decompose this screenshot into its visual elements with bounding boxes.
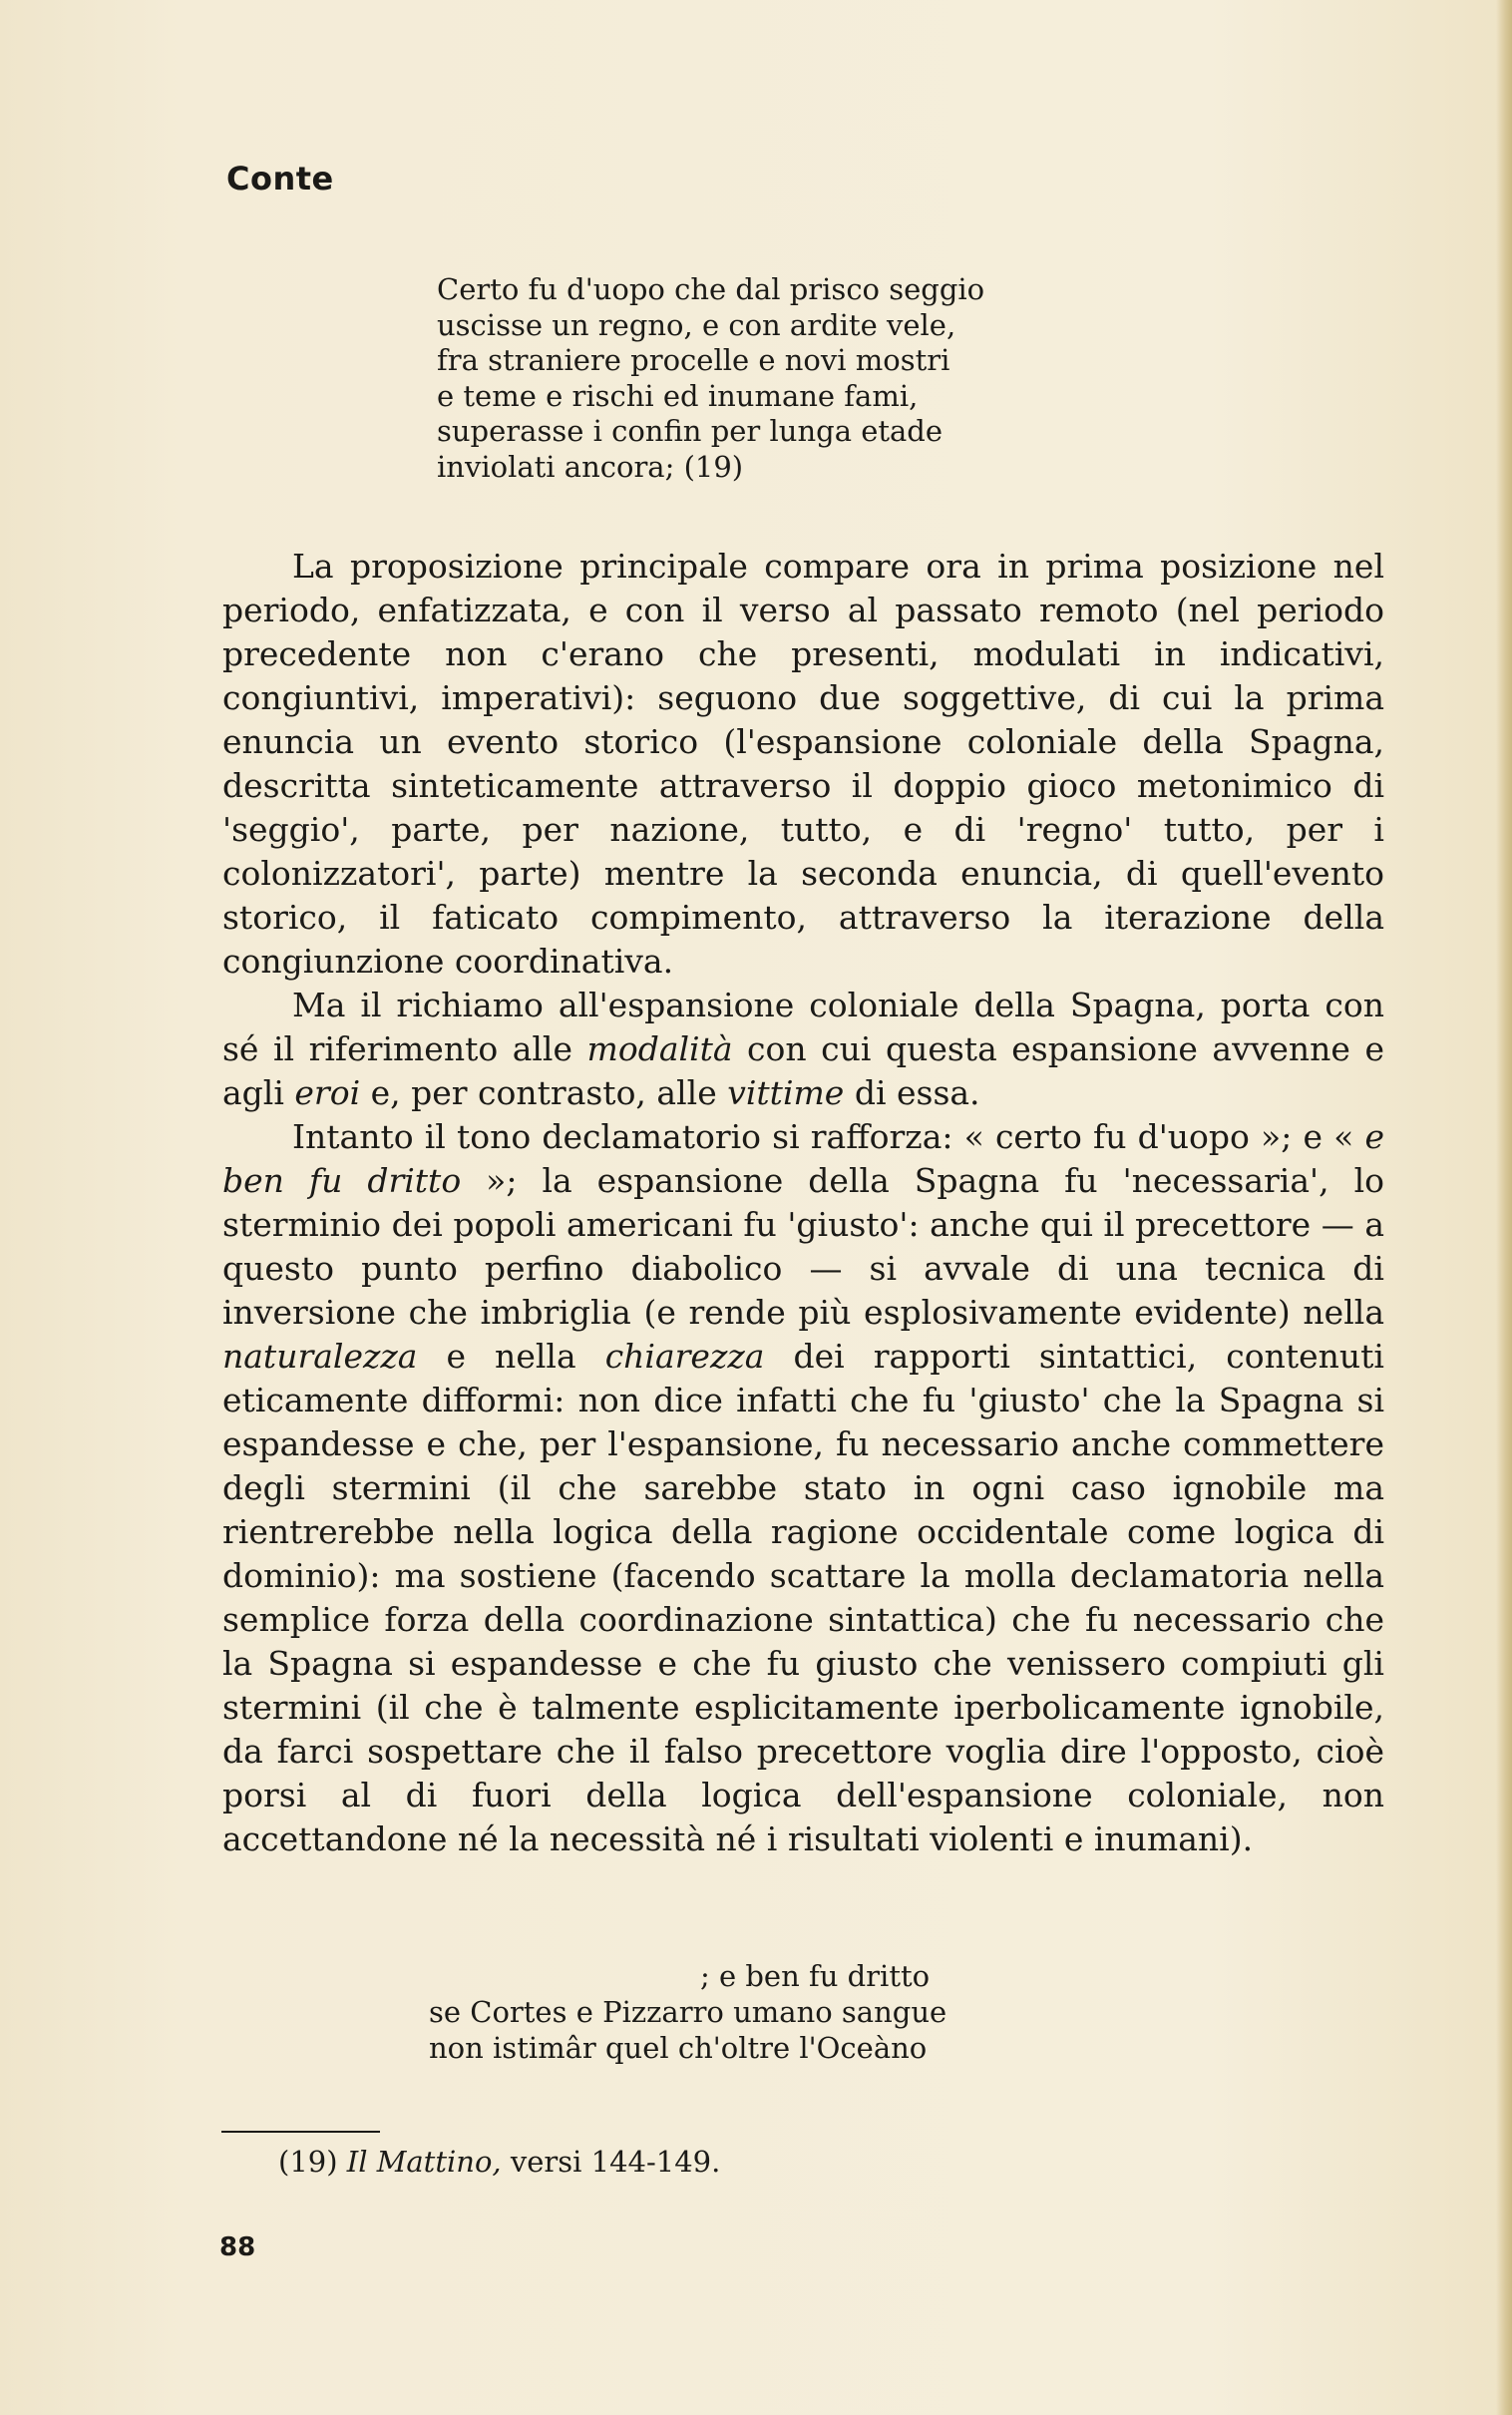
- footnote-marker: (19): [278, 2145, 338, 2179]
- verse-line: non istimâr quel ch'oltre l'Oceàno: [429, 2031, 928, 2065]
- page-number: 88: [219, 2232, 256, 2262]
- footnote-rule: [221, 2131, 380, 2133]
- italic-term: modalità: [586, 1029, 733, 1068]
- text-run: dei rapporti sintattici, contenuti eticamente difformi: non dice infatti che fu 'giusto' che la Spagna si espandesse e che, per l'espansione, fu necessario anche commettere degli stermini (il che sarebbe stato in ogni caso ignobile ma rientrerebbe nella logica della ragione occidentale come logica di dominio): ma sostiene (facendo scattare la molla declamatoria nella semplice forza della coordinazione sintattica) che fu necessario che la Spagna si espandesse e che fu giusto che venissero compiuti gli stermini (il che è talmente esplicitamente iperbolicamente ignobile, da farci sospettare che il falso precettore voglia dire l'opposto, cioè porsi al di fuori della logica dell'espansione coloniale, non accettandone né la necessità né i risultati violenti e inumani).: [222, 1337, 1384, 1858]
- text-run: con cui questa espansione avvenne e agli: [222, 1029, 1384, 1112]
- verse-line: e teme e rischi ed inumane fami,: [437, 378, 919, 413]
- running-header: Conte: [226, 160, 334, 198]
- verse-line: se Cortes e Pizzarro umano sangue: [429, 1995, 947, 2029]
- page-edge-shadow: [1496, 0, 1512, 2415]
- italic-term: chiarezza: [604, 1337, 765, 1376]
- verse-line: fra straniere procelle e novi mostri: [437, 343, 950, 377]
- italic-term: eroi: [294, 1073, 361, 1112]
- text-run: e nella: [417, 1337, 605, 1376]
- paragraph-2: [222, 984, 1384, 1115]
- text-run: di essa.: [844, 1073, 980, 1112]
- footnote: [278, 2144, 720, 2180]
- paragraph-1: La proposizione principale compare ora in prima posizione nel periodo, enfatizzata, e con il verso al passato remoto (nel periodo precedente non c'erano che presenti, modulati in indicativi, congiuntivi, imperativi): seguono due soggettive, di cui la prima enuncia un evento storico (l'espansione coloniale della Spagna, descritta sinteticamente attraverso il doppio gioco metonimico di 'seggio', parte, per nazione, tutto, e di 'regno' tutto, per i colonizzatori', parte) mentre la seconda enuncia, di quell'evento storico, il faticato compimento, attraverso la iterazione della congiunzione coordinativa.: [222, 547, 1384, 981]
- verse-quote-top: [437, 272, 984, 485]
- verse-line: uscisse un regno, e con ardite vele,: [437, 307, 956, 342]
- verse-quote-bottom: [429, 1958, 946, 2066]
- footnote-title: Il Mattino,: [346, 2145, 502, 2179]
- text-run: Ma il richiamo all'espansione coloniale della Spagna, porta con sé il riferimento alle: [222, 986, 1384, 1068]
- verse-line: inviolati ancora; (19): [437, 449, 744, 484]
- italic-term: naturalezza: [222, 1337, 418, 1376]
- verse-line: superasse i confin per lunga etade: [437, 414, 944, 448]
- verse-line: ; e ben fu dritto: [700, 1959, 931, 1993]
- body-text: [222, 545, 1384, 1861]
- paragraph-3: [222, 1115, 1384, 1861]
- verse-line: Certo fu d'uopo che dal prisco seggio: [437, 272, 985, 306]
- text-run: e, per contrasto, alle: [360, 1073, 728, 1112]
- text-run: Intanto il tono declamatorio si rafforza: « certo fu d'uopo »; e «: [292, 1117, 1365, 1156]
- text-run: »; la espansione della Spagna fu 'necessaria', lo sterminio dei popoli americani fu 'giusto': anche qui il precettore — a questo punto perfino diabolico — si avvale di una tecnica di inversione che imbriglia (e rende più esplosivamente evidente) nella: [222, 1161, 1384, 1332]
- italic-quote: e ben fu dritto: [222, 1117, 1384, 1200]
- italic-term: vittime: [727, 1073, 845, 1112]
- footnote-text: versi 144-149.: [510, 2145, 721, 2179]
